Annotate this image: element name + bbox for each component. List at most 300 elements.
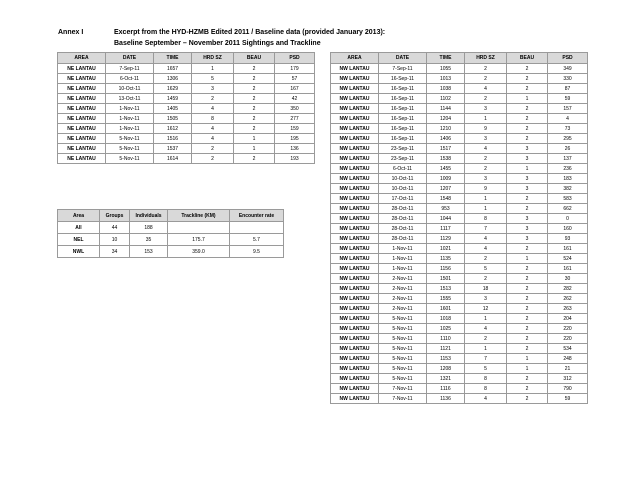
table-cell: 4: [465, 84, 507, 94]
table-cell: 1144: [427, 104, 465, 114]
table-cell: 1116: [427, 384, 465, 394]
table-cell: 1601: [427, 304, 465, 314]
area-cell: NW LANTAU: [331, 224, 379, 234]
table-cell: 1516: [154, 134, 192, 144]
table-cell: 13-Oct-11: [106, 94, 154, 104]
table-cell: 2: [234, 64, 275, 74]
table-cell: 2: [465, 154, 507, 164]
table-cell: 4: [465, 144, 507, 154]
table-cell: 1: [507, 164, 548, 174]
table-cell: 16-Sep-11: [379, 104, 427, 114]
column-header: Groups: [100, 210, 130, 222]
table-row: [331, 364, 588, 374]
table-cell: 359.0: [168, 246, 230, 258]
area-cell: All: [58, 222, 100, 234]
table-cell: 16-Sep-11: [379, 134, 427, 144]
column-header: Encounter rate: [230, 210, 284, 222]
table-cell: 1612: [154, 124, 192, 134]
table-row: [331, 254, 588, 264]
table-cell: 1306: [154, 74, 192, 84]
table-cell: 3: [465, 294, 507, 304]
area-cell: NW LANTAU: [331, 394, 379, 404]
table-cell: 4: [465, 324, 507, 334]
table-cell: 2: [507, 64, 548, 74]
table-row: [331, 194, 588, 204]
area-cell: NW LANTAU: [331, 324, 379, 334]
table-cell: 3: [507, 224, 548, 234]
table-cell: 2: [465, 94, 507, 104]
table-cell: 1121: [427, 344, 465, 354]
table-cell: 136: [275, 144, 315, 154]
table-cell: 1208: [427, 364, 465, 374]
table-cell: 2: [234, 94, 275, 104]
table-cell: 2: [507, 394, 548, 404]
table-cell: 1455: [427, 164, 465, 174]
table-cell: 7-Sep-11: [106, 64, 154, 74]
table-cell: 2: [507, 284, 548, 294]
table-cell: 2: [507, 314, 548, 324]
table-cell: 4: [192, 134, 234, 144]
table-cell: 1517: [427, 144, 465, 154]
table-cell: 1-Nov-11: [379, 244, 427, 254]
area-cell: NW LANTAU: [331, 164, 379, 174]
area-cell: NW LANTAU: [331, 214, 379, 224]
area-cell: NW LANTAU: [331, 124, 379, 134]
area-cell: NW LANTAU: [331, 364, 379, 374]
table-row: [58, 74, 315, 84]
table-cell: 5-Nov-11: [106, 154, 154, 164]
table-cell: 1: [465, 314, 507, 324]
table-cell: 1204: [427, 114, 465, 124]
table-cell: 5-Nov-11: [379, 374, 427, 384]
table-cell: 10: [100, 234, 130, 246]
table-cell: 1: [465, 194, 507, 204]
area-cell: NE LANTAU: [58, 94, 106, 104]
table-cell: 2: [192, 94, 234, 104]
area-cell: NW LANTAU: [331, 294, 379, 304]
table-cell: 21: [548, 364, 588, 374]
table-cell: 2: [507, 324, 548, 334]
table-cell: 179: [275, 64, 315, 74]
table-cell: 1555: [427, 294, 465, 304]
table-cell: 2: [234, 124, 275, 134]
table-cell: 1: [192, 64, 234, 74]
table-cell: 1: [507, 254, 548, 264]
table-cell: 1548: [427, 194, 465, 204]
table-cell: 1110: [427, 334, 465, 344]
area-cell: NW LANTAU: [331, 244, 379, 254]
table-cell: 8: [465, 214, 507, 224]
area-cell: NW LANTAU: [331, 264, 379, 274]
table-cell: 1025: [427, 324, 465, 334]
table-cell: 153: [130, 246, 168, 258]
table-row: [331, 164, 588, 174]
nw-lantau-sightings-table: [330, 52, 588, 404]
table-cell: 1: [234, 144, 275, 154]
table-header-row: [331, 53, 588, 64]
area-cell: NW LANTAU: [331, 334, 379, 344]
table-cell: 1629: [154, 84, 192, 94]
table-cell: 1210: [427, 124, 465, 134]
table-cell: 28-Oct-11: [379, 224, 427, 234]
table-cell: 167: [275, 84, 315, 94]
area-cell: NW LANTAU: [331, 74, 379, 84]
table-cell: 5-Nov-11: [379, 324, 427, 334]
column-header: TIME: [427, 53, 465, 64]
table-cell: 263: [548, 304, 588, 314]
table-cell: 5-Nov-11: [379, 364, 427, 374]
table-cell: 4: [192, 124, 234, 134]
table-row: [331, 334, 588, 344]
table-header-row: [58, 53, 315, 64]
area-cell: NW LANTAU: [331, 344, 379, 354]
table-cell: 4: [465, 244, 507, 254]
column-header: AREA: [58, 53, 106, 64]
area-cell: NE LANTAU: [58, 104, 106, 114]
area-cell: NW LANTAU: [331, 304, 379, 314]
table-cell: 5: [465, 364, 507, 374]
column-header: TIME: [154, 53, 192, 64]
table-cell: 5-Nov-11: [379, 334, 427, 344]
table-row: [331, 64, 588, 74]
table-cell: 1: [234, 134, 275, 144]
table-row: [331, 234, 588, 244]
table-cell: 28-Oct-11: [379, 214, 427, 224]
column-header: BEAU: [507, 53, 548, 64]
table-cell: 2: [507, 274, 548, 284]
table-cell: 220: [548, 324, 588, 334]
area-cell: NE LANTAU: [58, 64, 106, 74]
table-row: [331, 94, 588, 104]
table-cell: 137: [548, 154, 588, 164]
table-cell: 1117: [427, 224, 465, 234]
table-cell: 3: [192, 84, 234, 94]
document-subtitle: Baseline September – November 2011 Sightings and Trackline: [114, 40, 321, 47]
table-cell: 662: [548, 204, 588, 214]
area-cell: NW LANTAU: [331, 144, 379, 154]
summary-table: [57, 209, 284, 258]
table-cell: 7-Nov-11: [379, 384, 427, 394]
table-cell: 1: [465, 114, 507, 124]
table-cell: 1-Nov-11: [106, 104, 154, 114]
table-cell: 1: [507, 364, 548, 374]
table-cell: 5-Nov-11: [106, 144, 154, 154]
table-row: [331, 134, 588, 144]
table-cell: 1013: [427, 74, 465, 84]
table-row: [331, 264, 588, 274]
table-cell: 1537: [154, 144, 192, 154]
table-cell: 161: [548, 244, 588, 254]
table-cell: 57: [275, 74, 315, 84]
table-cell: 2: [507, 344, 548, 354]
table-cell: 44: [100, 222, 130, 234]
table-cell: 23-Sep-11: [379, 144, 427, 154]
area-cell: NE LANTAU: [58, 134, 106, 144]
table-row: [331, 154, 588, 164]
table-row: [58, 64, 315, 74]
table-cell: 295: [548, 134, 588, 144]
area-cell: NW LANTAU: [331, 194, 379, 204]
area-cell: NW LANTAU: [331, 64, 379, 74]
table-cell: 1055: [427, 64, 465, 74]
table-cell: 4: [465, 234, 507, 244]
table-cell: 1102: [427, 94, 465, 104]
table-cell: 16-Sep-11: [379, 74, 427, 84]
area-cell: NW LANTAU: [331, 154, 379, 164]
table-cell: 1657: [154, 64, 192, 74]
table-cell: 9.5: [230, 246, 284, 258]
table-cell: 790: [548, 384, 588, 394]
table-cell: 159: [275, 124, 315, 134]
nw-table-body: [331, 64, 588, 404]
table-cell: 160: [548, 224, 588, 234]
table-row: [58, 222, 284, 234]
table-cell: 35: [130, 234, 168, 246]
table-cell: 1156: [427, 264, 465, 274]
table-cell: 382: [548, 184, 588, 194]
table-cell: 183: [548, 174, 588, 184]
column-header: DATE: [106, 53, 154, 64]
table-cell: 23-Sep-11: [379, 154, 427, 164]
table-cell: 534: [548, 344, 588, 354]
table-cell: 220: [548, 334, 588, 344]
table-row: [331, 124, 588, 134]
table-cell: 1614: [154, 154, 192, 164]
table-cell: 18: [465, 284, 507, 294]
table-cell: 7: [465, 354, 507, 364]
table-cell: 16-Sep-11: [379, 114, 427, 124]
table-cell: 93: [548, 234, 588, 244]
table-cell: 3: [507, 184, 548, 194]
table-cell: 175.7: [168, 234, 230, 246]
table-cell: 7: [465, 224, 507, 234]
table-cell: 195: [275, 134, 315, 144]
table-row: [331, 284, 588, 294]
table-cell: 2: [507, 304, 548, 314]
table-cell: 1538: [427, 154, 465, 164]
table-cell: 3: [507, 174, 548, 184]
table-cell: 1405: [154, 104, 192, 114]
table-cell: 193: [275, 154, 315, 164]
table-row: [331, 344, 588, 354]
column-header: PSD: [548, 53, 588, 64]
area-cell: NW LANTAU: [331, 234, 379, 244]
table-cell: 2: [465, 334, 507, 344]
area-cell: NW LANTAU: [331, 254, 379, 264]
table-row: [58, 246, 284, 258]
column-header: Area: [58, 210, 100, 222]
table-cell: 2: [507, 84, 548, 94]
table-cell: 2: [465, 64, 507, 74]
table-cell: 1-Nov-11: [379, 254, 427, 264]
area-cell: NE LANTAU: [58, 84, 106, 94]
table-cell: 330: [548, 74, 588, 84]
table-cell: 188: [130, 222, 168, 234]
table-row: [331, 104, 588, 114]
table-cell: 2: [507, 334, 548, 344]
table-row: [331, 384, 588, 394]
table-cell: 161: [548, 264, 588, 274]
table-cell: 236: [548, 164, 588, 174]
column-header: AREA: [331, 53, 379, 64]
table-cell: 1505: [154, 114, 192, 124]
table-cell: 262: [548, 294, 588, 304]
summary-table-body: [58, 222, 284, 258]
column-header: Trackline (KM): [168, 210, 230, 222]
table-cell: [168, 222, 230, 234]
table-cell: 2: [507, 134, 548, 144]
table-cell: 1513: [427, 284, 465, 294]
table-row: [331, 214, 588, 224]
column-header: HRD SZ: [465, 53, 507, 64]
table-cell: 2: [507, 294, 548, 304]
table-cell: 953: [427, 204, 465, 214]
table-cell: 17-Oct-11: [379, 194, 427, 204]
table-row: [58, 114, 315, 124]
area-cell: NW LANTAU: [331, 114, 379, 124]
table-cell: 1321: [427, 374, 465, 384]
table-row: [58, 144, 315, 154]
table-cell: 349: [548, 64, 588, 74]
area-cell: NE LANTAU: [58, 74, 106, 84]
table-row: [58, 134, 315, 144]
table-cell: 5: [192, 74, 234, 84]
area-cell: NW LANTAU: [331, 284, 379, 294]
table-row: [331, 224, 588, 234]
column-header: BEAU: [234, 53, 275, 64]
table-cell: 1009: [427, 174, 465, 184]
area-cell: NW LANTAU: [331, 174, 379, 184]
table-cell: 2: [465, 74, 507, 84]
table-row: [331, 114, 588, 124]
table-cell: 2: [507, 384, 548, 394]
area-cell: NW LANTAU: [331, 94, 379, 104]
table-cell: 1-Nov-11: [106, 114, 154, 124]
table-cell: 16-Sep-11: [379, 124, 427, 134]
table-cell: 157: [548, 104, 588, 114]
table-cell: 1136: [427, 394, 465, 404]
table-row: [331, 314, 588, 324]
table-cell: 3: [465, 174, 507, 184]
ne-lantau-sightings-table: [57, 52, 315, 164]
table-cell: 10-Oct-11: [106, 84, 154, 94]
table-cell: 1135: [427, 254, 465, 264]
table-cell: 2: [507, 194, 548, 204]
table-cell: 1129: [427, 234, 465, 244]
table-cell: 7-Nov-11: [379, 394, 427, 404]
table-cell: 87: [548, 84, 588, 94]
table-row: [331, 84, 588, 94]
table-cell: 2: [507, 374, 548, 384]
table-cell: 5.7: [230, 234, 284, 246]
table-row: [331, 184, 588, 194]
area-cell: NW LANTAU: [331, 104, 379, 114]
table-cell: 2: [234, 74, 275, 84]
table-cell: 5-Nov-11: [379, 344, 427, 354]
table-cell: 1: [465, 204, 507, 214]
table-cell: 1044: [427, 214, 465, 224]
area-cell: NE LANTAU: [58, 154, 106, 164]
table-row: [331, 304, 588, 314]
area-cell: NW LANTAU: [331, 374, 379, 384]
table-cell: 3: [507, 154, 548, 164]
table-cell: 3: [507, 234, 548, 244]
table-cell: 8: [192, 114, 234, 124]
table-cell: 1153: [427, 354, 465, 364]
table-cell: 2: [465, 164, 507, 174]
table-row: [331, 204, 588, 214]
table-row: [58, 124, 315, 134]
table-row: [58, 234, 284, 246]
table-row: [58, 94, 315, 104]
table-cell: 0: [548, 214, 588, 224]
table-cell: 6-Oct-11: [106, 74, 154, 84]
table-cell: 1459: [154, 94, 192, 104]
column-header: HRD SZ: [192, 53, 234, 64]
table-cell: 2: [234, 84, 275, 94]
table-cell: 59: [548, 394, 588, 404]
table-cell: 5-Nov-11: [106, 134, 154, 144]
table-cell: 2-Nov-11: [379, 304, 427, 314]
table-cell: 3: [507, 214, 548, 224]
table-row: [58, 104, 315, 114]
table-cell: 2-Nov-11: [379, 284, 427, 294]
table-cell: 2: [507, 74, 548, 84]
table-cell: 204: [548, 314, 588, 324]
area-cell: NWL: [58, 246, 100, 258]
table-cell: 10-Oct-11: [379, 184, 427, 194]
area-cell: NE LANTAU: [58, 144, 106, 154]
table-cell: 9: [465, 184, 507, 194]
table-cell: 2: [192, 144, 234, 154]
table-cell: 10-Oct-11: [379, 174, 427, 184]
table-cell: 3: [465, 104, 507, 114]
table-cell: 5-Nov-11: [379, 354, 427, 364]
table-row: [331, 74, 588, 84]
column-header: PSD: [275, 53, 315, 64]
table-cell: 4: [465, 394, 507, 404]
table-row: [331, 374, 588, 384]
table-cell: 2: [234, 154, 275, 164]
table-cell: 1406: [427, 134, 465, 144]
table-cell: 3: [465, 134, 507, 144]
table-cell: [230, 222, 284, 234]
table-header-row: [58, 210, 284, 222]
table-cell: 2: [507, 264, 548, 274]
table-cell: 2: [507, 114, 548, 124]
table-cell: 9: [465, 124, 507, 134]
table-row: [331, 274, 588, 284]
area-cell: NW LANTAU: [331, 134, 379, 144]
table-cell: 2: [507, 124, 548, 134]
table-cell: 1: [465, 344, 507, 354]
table-row: [331, 354, 588, 364]
table-cell: 2: [507, 204, 548, 214]
area-cell: NW LANTAU: [331, 84, 379, 94]
table-cell: 30: [548, 274, 588, 284]
table-cell: 2: [465, 254, 507, 264]
table-cell: 16-Sep-11: [379, 94, 427, 104]
table-row: [331, 294, 588, 304]
table-cell: 2-Nov-11: [379, 294, 427, 304]
table-cell: 2-Nov-11: [379, 274, 427, 284]
table-cell: 8: [465, 374, 507, 384]
table-cell: 1207: [427, 184, 465, 194]
table-cell: 12: [465, 304, 507, 314]
table-cell: 5-Nov-11: [379, 314, 427, 324]
table-cell: 28-Oct-11: [379, 204, 427, 214]
table-cell: 2: [465, 274, 507, 284]
